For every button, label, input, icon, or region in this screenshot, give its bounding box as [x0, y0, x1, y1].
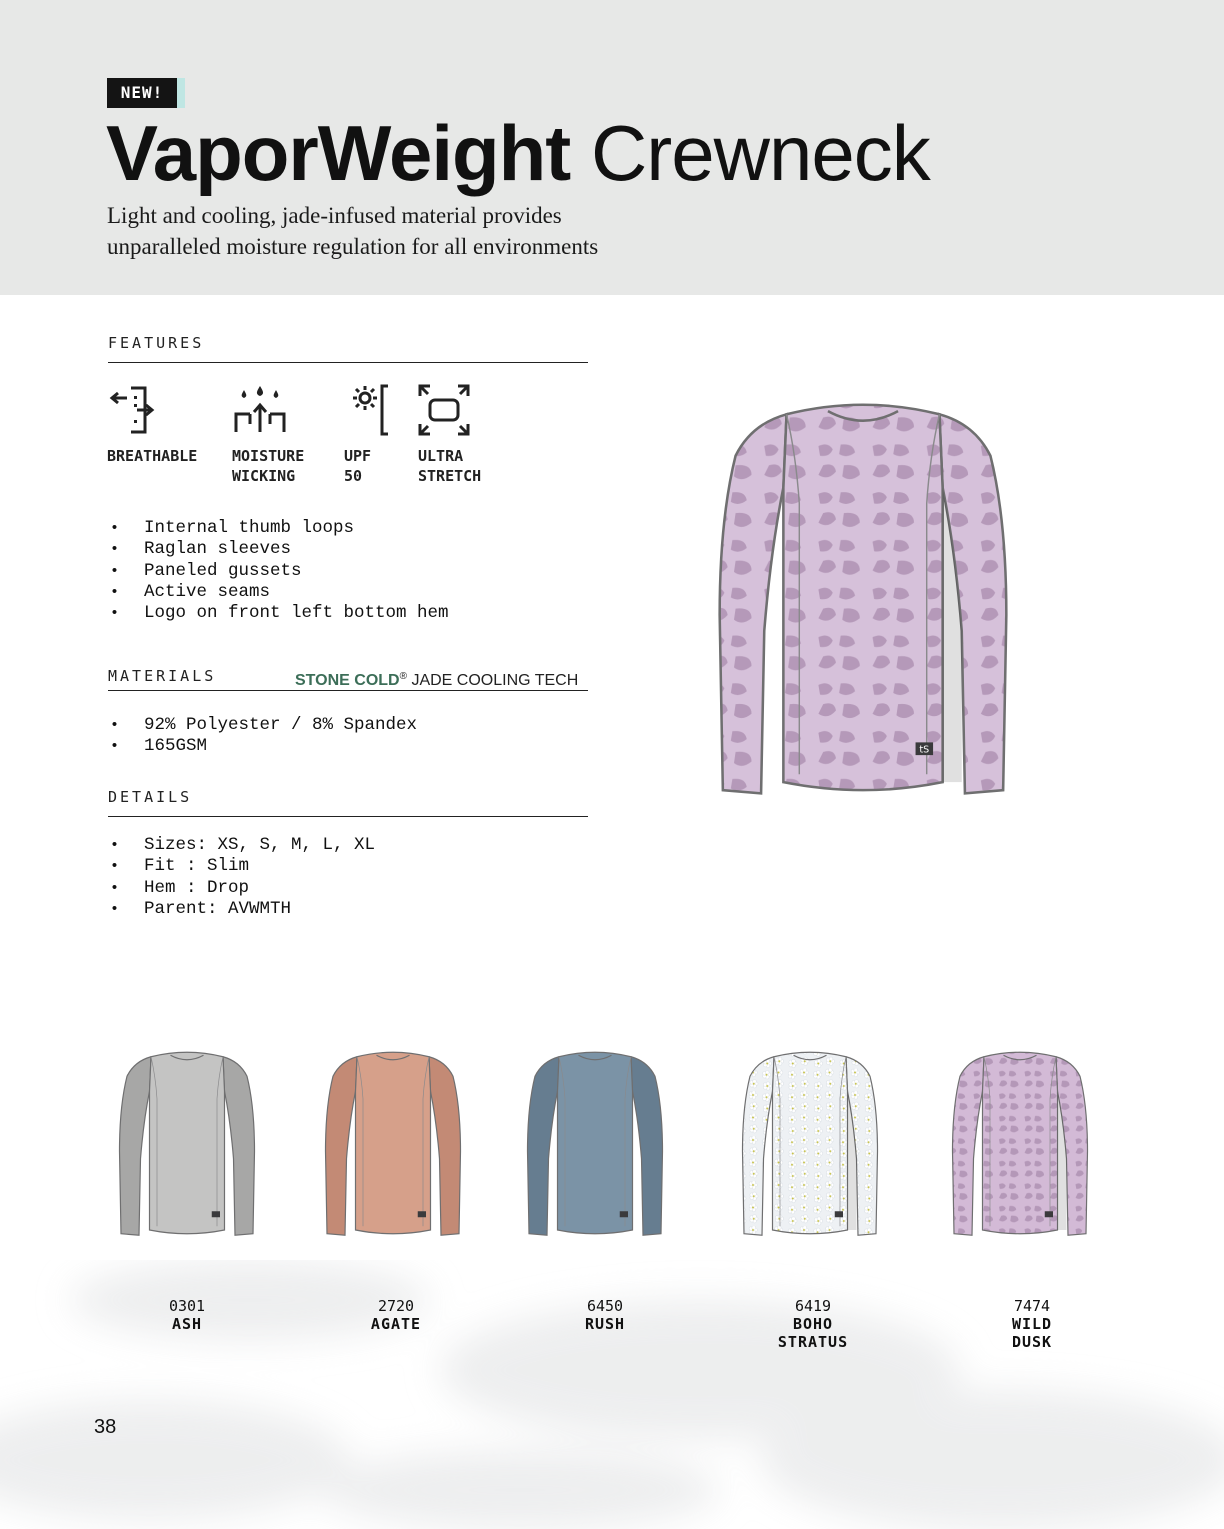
list-item: • Parent: AVWMTH [110, 899, 375, 920]
list-item: • Fit : Slim [110, 856, 375, 877]
moisture-wicking-icon [232, 384, 302, 440]
logo-tag [835, 1211, 843, 1217]
shirt-left-sleeve [720, 414, 787, 793]
tech-label: STONE COLD® JADE COOLING TECH [295, 671, 579, 689]
shirt-left-sleeve [953, 1057, 985, 1236]
feature-moisture-wicking: MOISTURE WICKING [232, 384, 352, 486]
header-banner [0, 0, 1224, 295]
list-item: • Paneled gussets [110, 561, 449, 582]
feature-breathable: BREATHABLE [107, 384, 227, 466]
ultra-stretch-icon [418, 384, 488, 440]
colorway-caption: 6450 RUSH [584, 1297, 626, 1333]
hero-shirt-image [703, 392, 1023, 827]
shirt-swatch [112, 1040, 262, 1255]
features-list [110, 518, 449, 624]
shirt-swatch [945, 1040, 1095, 1255]
logo-text: tS [919, 744, 930, 756]
colorway-swatch-wild-dusk [945, 1040, 1095, 1260]
logo-tag [620, 1211, 628, 1217]
colorway-caption: 6419 BOHO STRATUS [777, 1297, 849, 1351]
crewneck-shirt-illustration [703, 392, 1023, 822]
page-title: VaporWeight Crewneck [106, 109, 930, 197]
shirt-body [558, 1052, 633, 1234]
shirt-left-sleeve [326, 1057, 358, 1236]
breathable-icon [107, 384, 177, 440]
list-item: • Hem : Drop [110, 878, 375, 899]
feature-upf: UPF 50 [344, 384, 424, 486]
shirt-swatch [735, 1040, 885, 1255]
list-item: • Raglan sleeves [110, 539, 449, 560]
details-label: DETAILS [108, 788, 193, 806]
shirt-right-sleeve [631, 1057, 663, 1236]
shirt-left-sleeve [528, 1057, 560, 1236]
features-rule [108, 362, 588, 363]
colorway-caption: 2720 AGATE [370, 1297, 422, 1333]
shirt-swatch [520, 1040, 670, 1255]
list-item: • 92% Polyester / 8% Spandex [110, 715, 417, 736]
list-item: • Internal thumb loops [110, 518, 449, 539]
page-number: 38 [94, 1416, 117, 1438]
list-item: • Logo on front left bottom hem [110, 603, 449, 624]
list-item: • 165GSM [110, 736, 417, 757]
materials-label: MATERIALS [108, 667, 217, 685]
logo-tag [212, 1211, 220, 1217]
materials-list [110, 715, 417, 758]
shirt-left-sleeve [743, 1057, 775, 1236]
list-item: • Active seams [110, 582, 449, 603]
shirt-right-sleeve [429, 1057, 461, 1236]
logo-tag [418, 1211, 426, 1217]
shirt-right-sleeve [223, 1057, 255, 1236]
colorway-swatch-rush [520, 1040, 670, 1260]
colorway-swatch-boho-stratus [735, 1040, 885, 1260]
list-item: • Sizes: XS, S, M, L, XL [110, 835, 375, 856]
shirt-body [356, 1052, 431, 1234]
upf-sun-icon [344, 384, 414, 440]
colorway-caption: 0301 ASH [168, 1297, 206, 1333]
shirt-body [983, 1052, 1058, 1234]
details-rule [108, 816, 588, 817]
colorway-swatch-ash [112, 1040, 262, 1260]
shirt-body [150, 1052, 225, 1234]
shirt-swatch [318, 1040, 468, 1255]
details-list [110, 835, 375, 920]
materials-rule [108, 690, 588, 691]
shirt-left-sleeve [120, 1057, 152, 1236]
logo-tag [1045, 1211, 1053, 1217]
colorway-caption: 7474 WILD DUSK [1011, 1297, 1053, 1351]
new-badge: NEW! [107, 78, 185, 108]
feature-ultra-stretch: ULTRA STRETCH [418, 384, 538, 486]
shirt-body [783, 405, 942, 790]
shirt-body [773, 1052, 848, 1234]
subtitle: Light and cooling, jade-infused material provides unparalleled moisture regulation for all environments [107, 203, 599, 259]
colorway-swatch-agate [318, 1040, 468, 1260]
features-label: FEATURES [108, 334, 205, 352]
